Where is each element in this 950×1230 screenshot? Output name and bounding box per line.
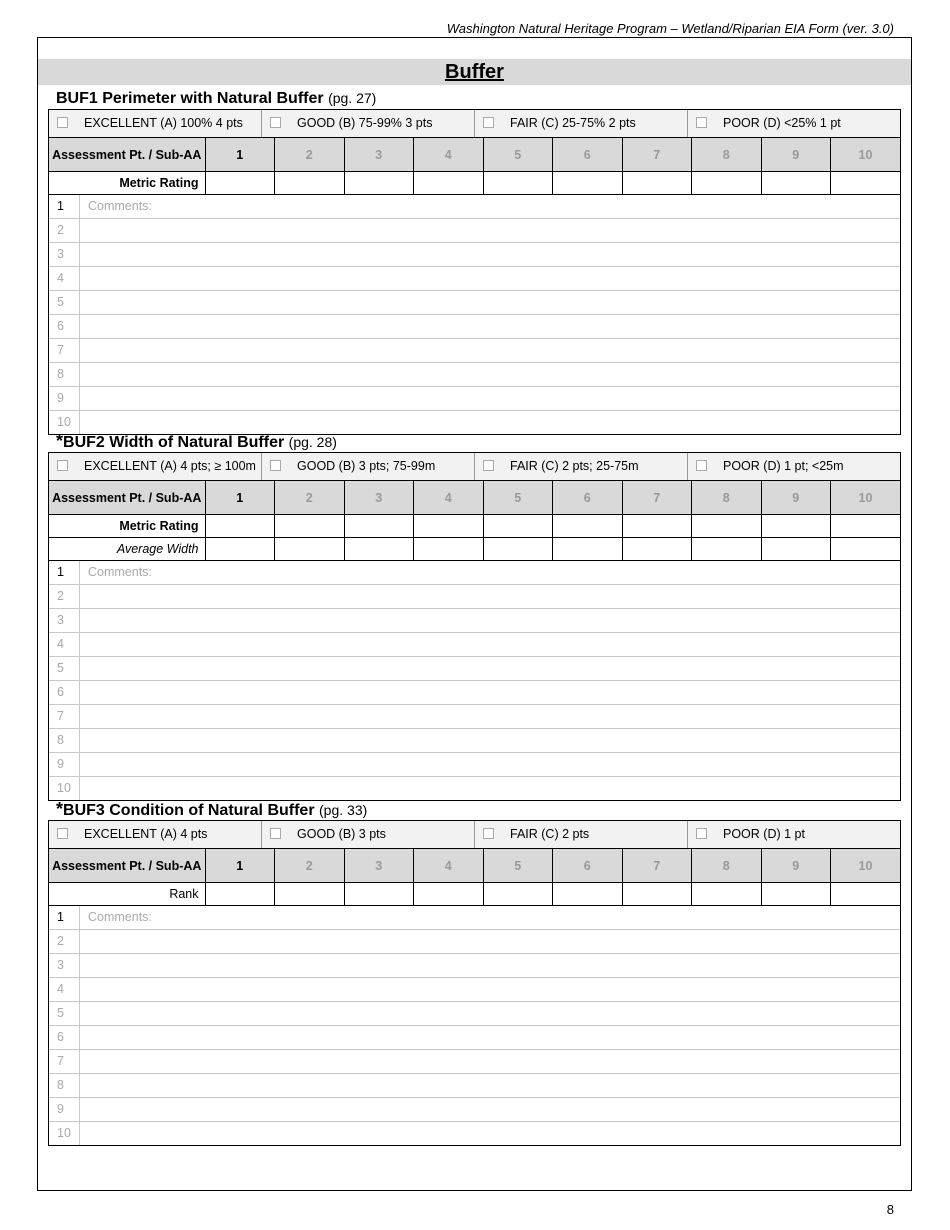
rating-option[interactable] (688, 821, 900, 848)
assessment-point-header: 2 (275, 481, 345, 515)
comment-line-number: 10 (49, 777, 80, 800)
metric-page-ref: (pg. 27) (328, 90, 377, 106)
rating-option[interactable] (262, 821, 475, 848)
rating-cell[interactable] (692, 515, 762, 538)
checkbox-icon[interactable] (696, 460, 707, 471)
checkbox-icon[interactable] (270, 117, 281, 128)
assessment-point-header: 1 (205, 138, 275, 172)
comment-line-number: 2 (49, 585, 80, 608)
rating-cell[interactable] (275, 515, 345, 538)
assessment-label: Assessment Pt. / Sub-AA (49, 849, 205, 883)
comment-line[interactable] (49, 195, 900, 219)
rating-option[interactable] (688, 453, 900, 480)
assessment-point-header: 3 (344, 138, 414, 172)
rating-options (49, 453, 900, 481)
rating-cell[interactable] (831, 515, 901, 538)
comment-line-number: 4 (49, 267, 80, 290)
comment-line-number: 6 (49, 681, 80, 704)
comment-line[interactable] (49, 219, 900, 243)
rating-cell[interactable] (553, 883, 623, 906)
rating-option-label: FAIR (C) 2 pts; 25-75m (510, 459, 639, 473)
comment-line-number: 1 (49, 195, 80, 218)
rating-cell[interactable] (414, 515, 484, 538)
checkbox-icon[interactable] (483, 828, 494, 839)
assessment-point-header: 9 (761, 481, 831, 515)
comment-text[interactable] (80, 387, 900, 410)
comment-line-number: 10 (49, 411, 80, 434)
comment-text[interactable] (80, 243, 900, 266)
assessment-point-header: 8 (692, 481, 762, 515)
comment-line-number: 7 (49, 705, 80, 728)
metric-box (48, 109, 901, 435)
comment-line[interactable] (49, 753, 900, 777)
rating-cell[interactable] (205, 515, 275, 538)
assessment-point-header: 6 (553, 481, 623, 515)
comment-text[interactable] (80, 609, 900, 632)
assessment-point-header: 3 (344, 481, 414, 515)
assessment-point-header: 6 (553, 138, 623, 172)
rating-cell[interactable] (483, 515, 553, 538)
rating-cell[interactable] (344, 515, 414, 538)
comment-text[interactable] (80, 930, 900, 953)
comment-line-number: 4 (49, 978, 80, 1001)
rating-cell[interactable] (483, 883, 553, 906)
comment-line-number: 8 (49, 729, 80, 752)
rating-cell[interactable] (761, 515, 831, 538)
assessment-point-header: 9 (761, 138, 831, 172)
assessment-point-header: 3 (344, 849, 414, 883)
comment-line[interactable] (49, 585, 900, 609)
metric-box (48, 452, 901, 801)
rating-option-label: EXCELLENT (A) 4 pts; ≥ 100m (84, 459, 256, 473)
comment-line[interactable] (49, 363, 900, 387)
comment-text[interactable] (80, 585, 900, 608)
rating-option-label: POOR (D) 1 pt (723, 827, 805, 841)
rating-cell[interactable] (692, 538, 762, 561)
comment-line[interactable] (49, 1122, 900, 1145)
assessment-point-header: 7 (622, 138, 692, 172)
rating-option-label: FAIR (C) 2 pts (510, 827, 590, 841)
rating-cell[interactable] (622, 515, 692, 538)
comments-block (49, 906, 900, 1145)
comment-line[interactable] (49, 978, 900, 1002)
checkbox-icon[interactable] (57, 460, 68, 471)
comment-text[interactable] (80, 633, 900, 656)
rating-option[interactable] (475, 453, 688, 480)
comment-line-number: 1 (49, 906, 80, 929)
comment-line-number: 1 (49, 561, 80, 584)
comment-text[interactable] (80, 657, 900, 680)
metric-box (48, 820, 901, 1146)
rating-cell[interactable] (831, 883, 901, 906)
rating-cell[interactable] (622, 883, 692, 906)
assessment-point-header: 8 (692, 849, 762, 883)
comment-line-number: 7 (49, 339, 80, 362)
metric-page-ref: (pg. 28) (288, 434, 337, 450)
rating-cell[interactable] (344, 172, 414, 195)
comment-line[interactable] (49, 243, 900, 267)
rating-option-label: EXCELLENT (A) 4 pts (84, 827, 208, 841)
comment-line[interactable] (49, 561, 900, 585)
comment-text[interactable] (80, 1122, 900, 1145)
comment-line[interactable] (49, 705, 900, 729)
comment-text[interactable] (80, 1026, 900, 1049)
metric-title (48, 87, 901, 109)
comment-line-number: 2 (49, 930, 80, 953)
metric-section-2 (48, 430, 901, 801)
comment-text[interactable] (80, 729, 900, 752)
assessment-point-header: 5 (483, 138, 553, 172)
comment-line-number: 8 (49, 1074, 80, 1097)
comments-block (49, 195, 900, 434)
rating-option-label: GOOD (B) 3 pts (297, 827, 386, 841)
rating-options (49, 110, 900, 138)
checkbox-icon[interactable] (483, 117, 494, 128)
assessment-point-header: 1 (205, 481, 275, 515)
comment-text[interactable]: Comments: (88, 199, 152, 213)
comment-line-number: 9 (49, 387, 80, 410)
comment-line[interactable] (49, 267, 900, 291)
checkbox-icon[interactable] (57, 828, 68, 839)
comment-text[interactable] (80, 777, 900, 800)
rating-option-label: GOOD (B) 3 pts; 75-99m (297, 459, 436, 473)
rating-cell[interactable] (275, 538, 345, 561)
comment-line-number: 3 (49, 954, 80, 977)
comment-line-number: 5 (49, 1002, 80, 1025)
comment-line[interactable] (49, 609, 900, 633)
comment-text[interactable] (80, 315, 900, 338)
comment-line[interactable] (49, 1098, 900, 1122)
rating-option[interactable] (49, 453, 262, 480)
rating-option[interactable] (475, 110, 688, 137)
assessment-point-header: 9 (761, 849, 831, 883)
metric-section-1 (48, 87, 901, 435)
comment-text[interactable] (80, 267, 900, 290)
rating-options (49, 821, 900, 849)
rating-cell[interactable] (692, 883, 762, 906)
comment-line[interactable] (49, 906, 900, 930)
metric-name: BUF1 Perimeter with Natural Buffer (56, 90, 324, 107)
assessment-point-header: 2 (275, 138, 345, 172)
assessment-point-header: 10 (831, 481, 901, 515)
rating-cell[interactable] (692, 172, 762, 195)
comment-line[interactable] (49, 291, 900, 315)
assessment-point-header: 10 (831, 849, 901, 883)
comment-text[interactable] (80, 1074, 900, 1097)
rating-option[interactable] (49, 110, 262, 137)
rating-grid (49, 481, 900, 561)
comment-text[interactable] (80, 291, 900, 314)
assessment-point-header: 5 (483, 849, 553, 883)
rating-cell[interactable] (414, 172, 484, 195)
assessment-label: Assessment Pt. / Sub-AA (49, 138, 205, 172)
rating-grid (49, 849, 900, 906)
assessment-label: Assessment Pt. / Sub-AA (49, 481, 205, 515)
checkbox-icon[interactable] (270, 828, 281, 839)
checkbox-icon[interactable] (696, 117, 707, 128)
comment-line[interactable] (49, 954, 900, 978)
comment-line[interactable] (49, 1050, 900, 1074)
rating-option-label: FAIR (C) 25-75% 2 pts (510, 116, 636, 130)
assessment-point-header: 5 (483, 481, 553, 515)
assessment-point-header: 7 (622, 481, 692, 515)
comment-text[interactable] (80, 1002, 900, 1025)
assessment-point-header: 1 (205, 849, 275, 883)
rating-cell[interactable] (831, 172, 901, 195)
rating-cell[interactable] (275, 883, 345, 906)
comment-line-number: 6 (49, 315, 80, 338)
comment-text[interactable]: Comments: (88, 910, 152, 924)
comment-text[interactable] (80, 681, 900, 704)
row-label: Rank (49, 883, 205, 906)
rating-option[interactable] (49, 821, 262, 848)
comment-text[interactable] (80, 363, 900, 386)
comment-line[interactable] (49, 657, 900, 681)
comment-line[interactable] (49, 1074, 900, 1098)
assessment-point-header: 4 (414, 138, 484, 172)
rating-option[interactable] (262, 110, 475, 137)
rating-option-label: EXCELLENT (A) 100% 4 pts (84, 116, 243, 130)
page-frame (37, 37, 912, 1191)
assessment-point-header: 8 (692, 138, 762, 172)
rating-cell[interactable] (622, 172, 692, 195)
comment-line[interactable] (49, 681, 900, 705)
rating-cell[interactable] (205, 172, 275, 195)
comment-text[interactable] (80, 954, 900, 977)
rating-option-label: POOR (D) 1 pt; <25m (723, 459, 844, 473)
rating-option[interactable] (688, 110, 900, 137)
rating-cell[interactable] (414, 538, 484, 561)
metric-title (48, 430, 901, 452)
comment-text[interactable] (80, 1098, 900, 1121)
rating-cell[interactable] (622, 538, 692, 561)
checkbox-icon[interactable] (270, 460, 281, 471)
rating-cell[interactable] (414, 883, 484, 906)
page-number: 8 (886, 1202, 894, 1217)
metric-title (48, 798, 901, 820)
assessment-point-header: 2 (275, 849, 345, 883)
comment-line-number: 7 (49, 1050, 80, 1073)
comment-line[interactable] (49, 387, 900, 411)
assessment-point-header: 7 (622, 849, 692, 883)
rating-cell[interactable] (761, 883, 831, 906)
comment-text[interactable] (80, 1050, 900, 1073)
comment-line[interactable] (49, 315, 900, 339)
rating-cell[interactable] (831, 538, 901, 561)
assessment-point-header: 10 (831, 138, 901, 172)
checkbox-icon[interactable] (57, 117, 68, 128)
rating-cell[interactable] (275, 172, 345, 195)
comment-line-number: 3 (49, 243, 80, 266)
comments-block (49, 561, 900, 800)
required-star: * (56, 799, 64, 819)
comment-text[interactable] (80, 339, 900, 362)
comment-text[interactable] (80, 978, 900, 1001)
comment-line[interactable] (49, 1026, 900, 1050)
rating-option[interactable] (262, 453, 475, 480)
comment-text[interactable] (80, 753, 900, 776)
row-label: Metric Rating (49, 515, 205, 538)
checkbox-icon[interactable] (696, 828, 707, 839)
required-star: * (56, 431, 64, 451)
rating-cell[interactable] (344, 538, 414, 561)
comment-line[interactable] (49, 339, 900, 363)
comment-line-number: 5 (49, 291, 80, 314)
comment-line-number: 2 (49, 219, 80, 242)
rating-grid (49, 138, 900, 195)
comment-line-number: 9 (49, 1098, 80, 1121)
comment-line-number: 8 (49, 363, 80, 386)
comment-text[interactable]: Comments: (88, 565, 152, 579)
assessment-point-header: 6 (553, 849, 623, 883)
metric-name: BUF2 Width of Natural Buffer (63, 434, 285, 451)
comment-line[interactable] (49, 930, 900, 954)
rating-cell[interactable] (761, 172, 831, 195)
comment-line[interactable] (49, 729, 900, 753)
metric-page-ref: (pg. 33) (319, 802, 368, 818)
comment-line[interactable] (49, 633, 900, 657)
rating-option-label: POOR (D) <25% 1 pt (723, 116, 841, 130)
rating-cell[interactable] (205, 883, 275, 906)
comment-line[interactable] (49, 1002, 900, 1026)
comment-text[interactable] (80, 705, 900, 728)
rating-cell[interactable] (761, 538, 831, 561)
assessment-point-header: 4 (414, 481, 484, 515)
checkbox-icon[interactable] (483, 460, 494, 471)
rating-cell[interactable] (553, 538, 623, 561)
page-title (38, 59, 911, 85)
rating-cell[interactable] (205, 538, 275, 561)
rating-cell[interactable] (483, 538, 553, 561)
comment-line-number: 4 (49, 633, 80, 656)
comment-line-number: 9 (49, 753, 80, 776)
assessment-point-header: 4 (414, 849, 484, 883)
rating-option-label: GOOD (B) 75-99% 3 pts (297, 116, 433, 130)
comment-line-number: 10 (49, 1122, 80, 1145)
rating-cell[interactable] (483, 172, 553, 195)
comment-line-number: 3 (49, 609, 80, 632)
rating-cell[interactable] (553, 515, 623, 538)
comment-line-number: 6 (49, 1026, 80, 1049)
rating-option[interactable] (475, 821, 688, 848)
comment-line-number: 5 (49, 657, 80, 680)
rating-cell[interactable] (553, 172, 623, 195)
comment-line[interactable] (49, 777, 900, 800)
page-title-text: Buffer (445, 61, 504, 83)
form-header: Washington Natural Heritage Program – Wetland/Riparian EIA Form (ver. 3.0) (446, 21, 894, 36)
rating-cell[interactable] (344, 883, 414, 906)
metric-section-3 (48, 798, 901, 1146)
row-label: Metric Rating (49, 172, 205, 195)
row-label: Average Width (49, 538, 205, 561)
metric-name: BUF3 Condition of Natural Buffer (63, 802, 315, 819)
comment-text[interactable] (80, 219, 900, 242)
